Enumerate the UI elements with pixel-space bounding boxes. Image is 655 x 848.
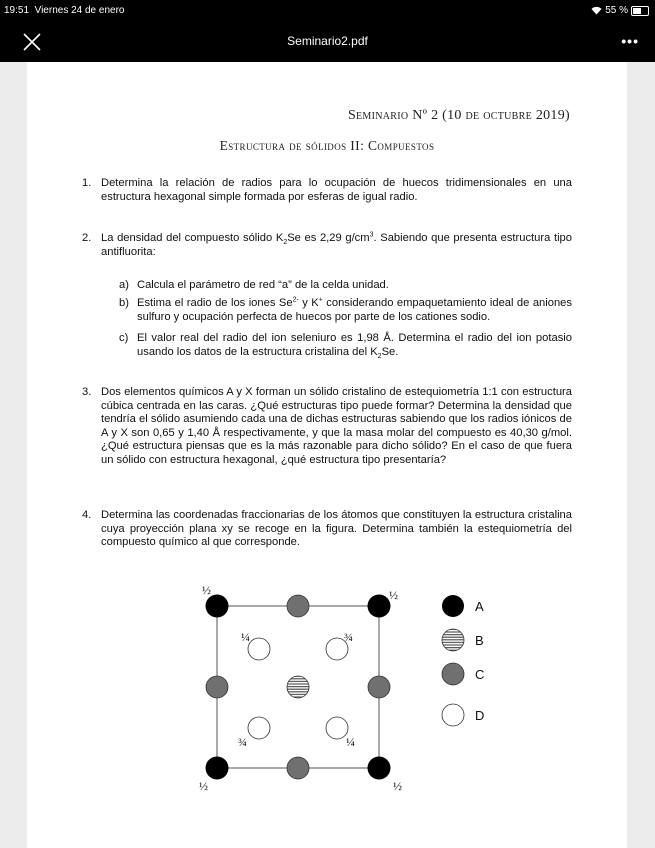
more-options-icon[interactable]: ••• [621,33,639,49]
document-title: Seminario2.pdf [287,34,368,48]
fraction-label: ½ [199,779,208,793]
wifi-icon [591,6,602,15]
atom-b [287,676,309,698]
atom-c [287,757,309,779]
legend-label-a: A [475,599,484,614]
fraction-label: ¾ [238,735,247,749]
question-2: 2. La densidad del compuesto sólido $K_2Se$ es 2,29 $g/cm^3$. Sabiendo que presenta estructura tipo antifluorita: [82,231,572,258]
atom-d [248,717,270,739]
legend-swatch-b [442,629,464,651]
question-2-item-c: c) El valor real del radio del ion seleniuro es 1,98 Å. Determina el radio del ion potasio usando los datos de la estructura cristalina del $K_2Se$. [119,332,572,360]
question-3: 3. Dos elementos químicos A y X forman un sólido cristalino de estequiometría 1:1 con estructura cúbica centrada en las caras. ¿Qué estructuras tipo puede formar? Determina la densidad que tendría el sólido asumiendo cada una de dichas estructuras sabiendo que los radios iónicos de A y X son 0,65 y 1,40 Å respectivamente, y que la masa molar del compuesto es 40,30 g/mol. ¿Qué estructura piensas que es la más razonable para dicho sólido? En el caso de que fuera un sólido con estructura hexagonal, ¿qué estructura tipo presentaría? [82,386,572,466]
battery-percent: 55 % [605,5,628,16]
legend-label-b: B [475,633,484,648]
fraction-label: ¾ [344,630,353,644]
question-4: 4. Determina las coordenadas fraccionarias de los átomos que constituyen la estructura cristalina cuya proyección plana xy se recoge en la figura. Determina también la estequiometría del compuesto químico al que corresponde. [82,509,572,549]
status-bar [0,0,655,22]
legend-label-c: C [475,667,485,682]
legend-swatch-c [442,663,464,685]
fraction-label: ¼ [241,630,250,644]
legend-label-d: D [475,708,485,723]
status-time: 19:51 Viernes 24 de enero [4,5,125,16]
crystal-projection-figure [27,62,627,848]
legend-swatch-a [442,595,464,617]
question-text: Determina las coordenadas fraccionarias de los átomos que constituyen la estructura cristalina cuya proyección plana xy se recoge en la figura. Determina también la estequiometría del compuesto químico al que corresponde. [101,509,572,549]
nav-bar [0,22,655,62]
fraction-label: ¼ [346,735,355,749]
atom-d [248,638,270,660]
atom-c [368,676,390,698]
question-text: Dos elementos químicos A y X forman un sólido cristalino de estequiometría 1:1 con estructura cúbica centrada en las caras. ¿Qué estructuras tipo puede formar? Determina la densidad que tendría el sólido asumiendo cada una de dichas estructuras sabiendo que los radios iónicos de A y X son 0,65 y 1,40 Å respectivamente, y que la masa molar del compuesto es 40,30 g/mol. ¿Qué estructura piensas que es la más razonable para dicho sólido? En el caso de que fuera un sólido con estructura hexagonal, ¿qué estructura tipo presentaría? [101,386,572,466]
question-text: Determina la relación de radios para lo ocupación de huecos tridimensionales en una estructura hexagonal simple formada por esferas de igual radio. [101,177,572,203]
figure-legend [442,595,484,726]
atom-a [368,757,391,780]
atom-c [206,676,228,698]
seminar-header: Seminario Nº 2 (10 de octubre 2019) [347,108,570,123]
fraction-label: ½ [202,583,211,597]
question-2-item-b: b) Estima el radio de los iones $Se^{2-}$ y K+ considerando empaquetamiento ideal de aniones sulfuro y ocupación perfecta de huecos por parte de los cationes sodio. [119,296,573,323]
question-2-item-a: a) Calcula el parámetro de red “a” de la celda unidad. [119,279,389,291]
fraction-label: ½ [393,779,402,793]
status-right [591,5,649,16]
question-text: La densidad del compuesto sólido $K_2Se$ es 2,29 $g/cm^3$. Sabiendo que presenta estructura tipo antifluorita: [101,231,572,258]
fraction-label: ½ [389,588,398,602]
atom-d [326,717,348,739]
battery-icon [631,6,649,16]
question-1: 1. Determina la relación de radios para lo ocupación de huecos tridimensionales en una estructura hexagonal simple formada por esferas de igual radio. [82,177,572,203]
atom-a [368,595,391,618]
atom-a [206,595,229,618]
pdf-page [27,62,627,848]
legend-swatch-d [442,704,464,726]
document-subtitle: Estructura de sólidos II: Compuestos [219,138,435,153]
atom-c [287,595,309,617]
atom-a [206,757,229,780]
